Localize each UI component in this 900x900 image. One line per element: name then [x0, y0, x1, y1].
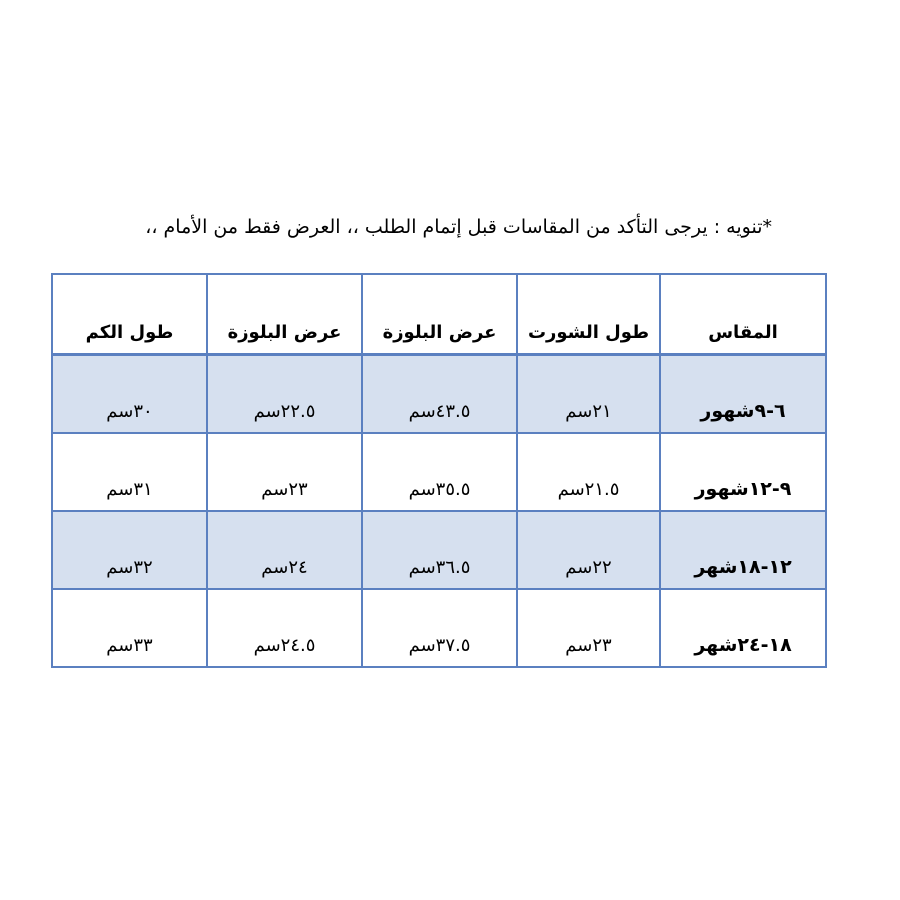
table-cell: ٣٠سم	[52, 355, 207, 434]
table-cell: ٢٢.٥سم	[207, 355, 362, 434]
table-cell: ٣٦.٥سم	[362, 511, 517, 589]
table-cell: ٢٤سم	[207, 511, 362, 589]
table-row	[52, 433, 826, 511]
table-cell: ٢٣سم	[517, 589, 660, 667]
table-cell: ٢١سم	[517, 355, 660, 434]
table-cell: ٣٥.٥سم	[362, 433, 517, 511]
table-cell-size: ٦-٩شهور	[660, 355, 826, 434]
table-cell-size: ١٢-١٨شهر	[660, 511, 826, 589]
table-row	[52, 355, 826, 434]
header-shorts-length: طول الشورت	[517, 274, 660, 355]
table-cell: ٣٢سم	[52, 511, 207, 589]
table-cell: ٢١.٥سم	[517, 433, 660, 511]
table-cell: ٣٣سم	[52, 589, 207, 667]
header-blouse-width: عرض البلوزة	[362, 274, 517, 355]
table-cell: ٣١سم	[52, 433, 207, 511]
table-cell-size: ٩-١٢شهور	[660, 433, 826, 511]
header-blouse-width: عرض البلوزة	[207, 274, 362, 355]
table-cell: ٤٣.٥سم	[362, 355, 517, 434]
table-row	[52, 511, 826, 589]
table-header-row	[52, 274, 826, 355]
table-cell: ٢٢سم	[517, 511, 660, 589]
table-row	[52, 589, 826, 667]
size-note: *تنويه : يرجى التأكد من المقاسات قبل إتمام الطلب ،، العرض فقط من الأمام ،،	[145, 216, 772, 238]
header-sleeve-length: طول الكم	[52, 274, 207, 355]
table-cell-size: ١٨-٢٤شهر	[660, 589, 826, 667]
header-size: المقاس	[660, 274, 826, 355]
table-cell: ٢٣سم	[207, 433, 362, 511]
size-chart-table	[51, 273, 827, 668]
table-cell: ٣٧.٥سم	[362, 589, 517, 667]
table-cell: ٢٤.٥سم	[207, 589, 362, 667]
